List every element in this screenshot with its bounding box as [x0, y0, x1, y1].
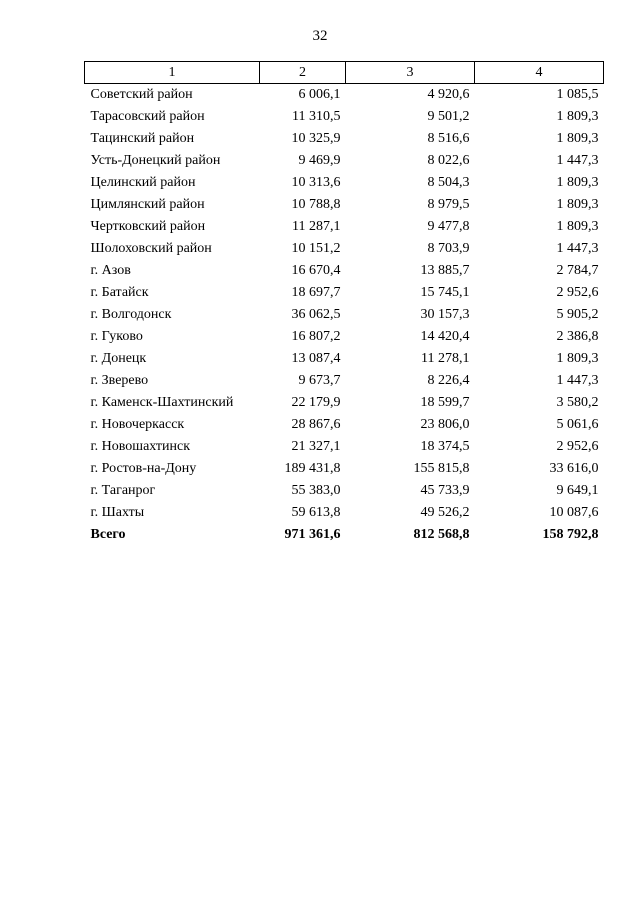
column-2-cell: 9 673,7 [298, 373, 341, 388]
column-3-cell: 49 526,2 [420, 505, 470, 520]
column-2-cell: 11 310,5 [292, 109, 341, 124]
table-row [85, 326, 604, 348]
territory-cell: г. Каменск-Шахтинский [90, 395, 234, 410]
territory-cell: г. Новочеркасск [90, 417, 185, 432]
territory-cell: г. Новошахтинск [90, 439, 191, 454]
column-4-cell: 1 447,3 [556, 241, 599, 256]
data-table [84, 61, 604, 546]
column-3-cell: 18 599,7 [420, 395, 470, 410]
column-4-cell: 1 447,3 [556, 373, 599, 388]
table-row [85, 370, 604, 392]
total-row [85, 524, 604, 546]
column-2-cell: 11 287,1 [292, 219, 341, 234]
column-3-cell: 30 157,3 [420, 307, 470, 322]
territory-cell: Всего [90, 527, 126, 542]
column-2-cell: 13 087,4 [291, 351, 341, 366]
column-4-cell: 1 447,3 [556, 153, 599, 168]
column-4-cell: 1 809,3 [556, 219, 599, 234]
table-header [85, 62, 604, 84]
column-4-cell: 33 616,0 [549, 461, 599, 476]
column-2-cell: 16 670,4 [291, 263, 341, 278]
column-3-cell: 9 477,8 [427, 219, 470, 234]
column-4-cell: 2 784,7 [556, 263, 599, 278]
table-row [85, 260, 604, 282]
territory-cell: г. Волгодонск [90, 307, 172, 322]
header-cell-3: 3 [346, 62, 475, 84]
column-2-cell: 36 062,5 [291, 307, 341, 322]
column-3-cell: 14 420,4 [420, 329, 470, 344]
table-row [85, 172, 604, 194]
table-row [85, 84, 604, 107]
column-2-cell: 22 179,9 [291, 395, 341, 410]
table-body [85, 84, 604, 547]
column-2-cell: 28 867,6 [291, 417, 341, 432]
column-3-cell: 8 703,9 [427, 241, 470, 256]
column-4-cell: 2 952,6 [556, 439, 599, 454]
header-row [85, 62, 604, 84]
column-2-cell: 971 361,6 [284, 527, 341, 542]
column-4-cell: 1 085,5 [556, 87, 599, 102]
table-row [85, 436, 604, 458]
column-3-cell: 8 022,6 [427, 153, 470, 168]
territory-cell: г. Шахты [90, 505, 145, 520]
column-2-cell: 10 325,9 [291, 131, 341, 146]
table-row [85, 502, 604, 524]
page-number: 32 [312, 28, 328, 44]
column-2-cell: 16 807,2 [291, 329, 341, 344]
territory-cell: г. Донецк [90, 351, 147, 366]
column-4-cell: 1 809,3 [556, 175, 599, 190]
territory-cell: Тарасовский район [90, 109, 205, 124]
column-3-cell: 8 226,4 [427, 373, 470, 388]
column-4-cell: 9 649,1 [556, 483, 599, 498]
column-3-cell: 13 885,7 [420, 263, 470, 278]
column-2-cell: 189 431,8 [284, 461, 341, 476]
table-row [85, 480, 604, 502]
column-3-cell: 812 568,8 [413, 527, 470, 542]
territory-cell: Чертковский район [90, 219, 206, 234]
column-3-cell: 8 504,3 [427, 175, 470, 190]
territory-cell: Советский район [90, 87, 193, 102]
column-4-cell: 1 809,3 [556, 197, 599, 212]
column-2-cell: 18 697,7 [291, 285, 341, 300]
column-3-cell: 155 815,8 [413, 461, 470, 476]
table-row [85, 304, 604, 326]
table-row [85, 392, 604, 414]
column-4-cell: 158 792,8 [542, 527, 599, 542]
table-row [85, 194, 604, 216]
territory-cell: г. Зверево [90, 373, 149, 388]
header-cell-2: 2 [260, 62, 346, 84]
territory-cell: Усть-Донецкий район [90, 153, 221, 168]
column-3-cell: 9 501,2 [427, 109, 470, 124]
territory-cell: г. Таганрог [90, 483, 156, 498]
table-row [85, 128, 604, 150]
column-3-cell: 23 806,0 [420, 417, 470, 432]
column-4-cell: 5 905,2 [556, 307, 599, 322]
column-3-cell: 45 733,9 [420, 483, 470, 498]
table-row [85, 150, 604, 172]
column-3-cell: 8 516,6 [427, 131, 470, 146]
column-4-cell: 3 580,2 [556, 395, 599, 410]
table-row [85, 458, 604, 480]
column-4-cell: 2 386,8 [556, 329, 599, 344]
column-2-cell: 6 006,1 [298, 87, 341, 102]
territory-cell: Тацинский район [90, 131, 195, 146]
column-4-cell: 1 809,3 [556, 351, 599, 366]
column-3-cell: 18 374,5 [420, 439, 470, 454]
territory-cell: Шолоховский район [90, 241, 212, 256]
table-row [85, 106, 604, 128]
column-2-cell: 55 383,0 [291, 483, 341, 498]
column-4-cell: 1 809,3 [556, 109, 599, 124]
column-3-cell: 8 979,5 [427, 197, 470, 212]
header-cell-1: 1 [85, 62, 260, 84]
column-2-cell: 59 613,8 [291, 505, 341, 520]
column-2-cell: 9 469,9 [298, 153, 341, 168]
column-2-cell: 21 327,1 [291, 439, 341, 454]
column-4-cell: 1 809,3 [556, 131, 599, 146]
territory-cell: г. Гуково [90, 329, 143, 344]
column-2-cell: 10 788,8 [291, 197, 341, 212]
table-row [85, 282, 604, 304]
territory-cell: г. Азов [90, 263, 131, 278]
table-row [85, 216, 604, 238]
table-row [85, 348, 604, 370]
territory-cell: г. Батайск [90, 285, 149, 300]
territory-cell: Цимлянский район [90, 197, 205, 212]
table-row [85, 238, 604, 260]
table-row [85, 414, 604, 436]
header-cell-4: 4 [475, 62, 604, 84]
column-3-cell: 11 278,1 [421, 351, 470, 366]
column-2-cell: 10 313,6 [291, 175, 341, 190]
column-3-cell: 4 920,6 [427, 87, 470, 102]
column-3-cell: 15 745,1 [420, 285, 470, 300]
column-4-cell: 10 087,6 [549, 505, 599, 520]
territory-cell: г. Ростов-на-Дону [90, 461, 197, 476]
column-2-cell: 10 151,2 [291, 241, 341, 256]
column-4-cell: 5 061,6 [556, 417, 599, 432]
territory-cell: Целинский район [90, 175, 196, 190]
column-4-cell: 2 952,6 [556, 285, 599, 300]
